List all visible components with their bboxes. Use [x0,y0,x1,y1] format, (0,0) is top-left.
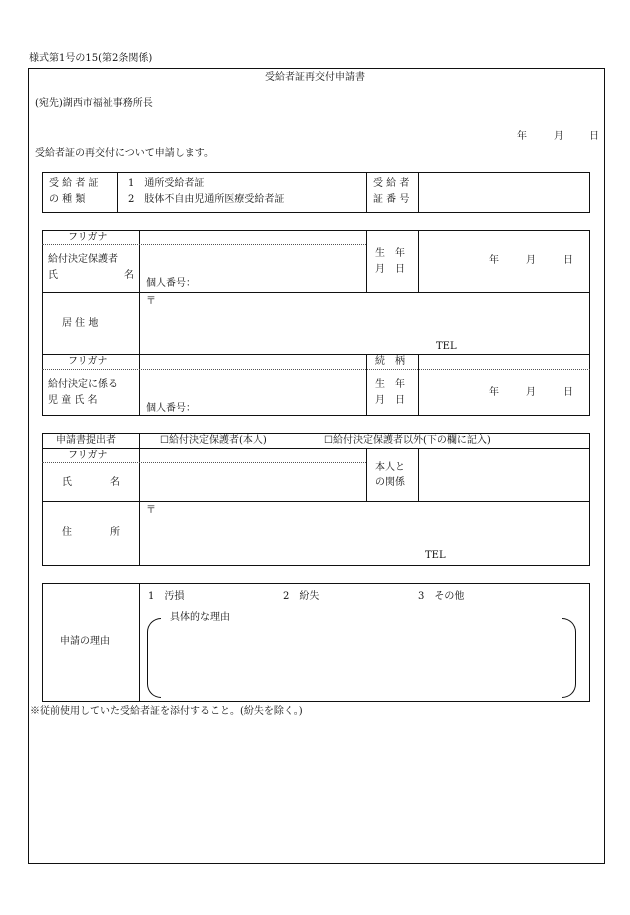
guardian-name-label: 給付決定保護者 [48,254,118,265]
guardian-address-field[interactable] [140,293,589,353]
applicant-address-label-b: 所 [110,527,120,538]
submitter-option-other[interactable]: ☐給付決定保護者以外(下の欄に記入) [324,435,491,446]
addressee: (宛先)湖西市福祉事務所長 [35,98,153,109]
applicant-relation-field[interactable] [419,449,589,500]
guardian-birth-day: 日 [563,255,573,266]
applicant-address-field[interactable] [140,502,589,565]
child-birth-year: 年 [489,387,499,398]
applicant-postal-mark: 〒 [146,505,156,516]
reason-option-3[interactable]: 3 その他 [418,591,465,602]
guardian-name-label-a: 氏 [48,270,58,281]
child-birth-month: 月 [526,387,536,398]
cert-option-2: 2 肢体不自由児通所医療受給者証 [128,194,285,205]
child-relation-label: 続 柄 [375,356,405,367]
applicant-furigana-field[interactable] [140,449,366,462]
applicant-address-label-a: 住 [62,527,72,538]
left-bracket [147,618,161,698]
child-name-label-1: 給付決定に係る [48,379,118,390]
reason-option-1[interactable]: 1 汚損 [148,591,185,602]
reason-label: 申請の理由 [60,636,110,647]
child-birth-day: 日 [563,387,573,398]
child-relation-field[interactable] [419,355,589,369]
date-month-label: 月 [554,131,564,142]
applicant-tel-label: TEL [425,550,446,561]
child-birth-label-1: 生 年 [375,379,405,390]
cert-number-label-1: 受 給 者 [373,178,410,189]
child-name-field[interactable] [140,370,366,400]
footnote: ※従前使用していた受給者証を添付すること。(紛失を除く。) [30,706,303,717]
intro-text: 受給者証の再交付について申請します。 [35,148,214,159]
applicant-relation-label-1: 本人と [375,462,405,473]
applicant-name-label-b: 名 [110,477,120,488]
guardian-name-field[interactable] [140,245,366,275]
guardian-address-label: 居 住 地 [62,318,99,329]
cert-number-label-2: 証 番 号 [373,194,410,205]
form-number: 様式第1号の15(第2条関係) [29,53,153,64]
guardian-birth-label-2: 月 日 [375,264,405,275]
form-title: 受給者証再交付申請書 [265,72,365,83]
applicant-name-label-a: 氏 [62,477,72,488]
guardian-birth-month: 月 [526,255,536,266]
applicant-furigana-label: フリガナ [68,450,108,461]
date-year-label: 年 [517,131,527,142]
right-bracket [562,618,576,698]
specific-reason-label: 具体的な理由 [170,612,230,623]
child-furigana-label: フリガナ [68,356,108,367]
applicant-relation-label-2: の関係 [375,477,405,488]
child-name-label-2: 児 童 氏 名 [48,395,98,406]
cert-type-label-1: 受 給 者 証 [49,178,99,189]
child-my-number-label: 個人番号： [146,403,196,414]
guardian-furigana-field[interactable] [140,231,366,244]
specific-reason-field[interactable] [162,628,560,694]
guardian-name-label-b: 名 [124,270,134,281]
guardian-birth-year: 年 [489,255,499,266]
guardian-furigana-label: フリガナ [68,232,108,243]
cert-number-field[interactable] [419,173,589,212]
cert-type-label-2: の 種 類 [49,194,86,205]
guardian-postal-mark: 〒 [146,296,156,307]
child-furigana-field[interactable] [140,355,366,369]
guardian-birth-label-1: 生 年 [375,248,405,259]
guardian-my-number-label: 個人番号： [146,278,196,289]
child-birth-label-2: 月 日 [375,395,405,406]
reason-option-2[interactable]: 2 紛失 [283,591,320,602]
cert-option-1: 1 通所受給者証 [128,178,205,189]
guardian-tel-label: TEL [436,341,457,352]
submitter-option-self[interactable]: ☐給付決定保護者(本人) [160,435,267,446]
date-day-label: 日 [589,131,599,142]
applicant-name-field[interactable] [140,463,366,500]
submitter-label: 申請書提出者 [56,435,116,446]
